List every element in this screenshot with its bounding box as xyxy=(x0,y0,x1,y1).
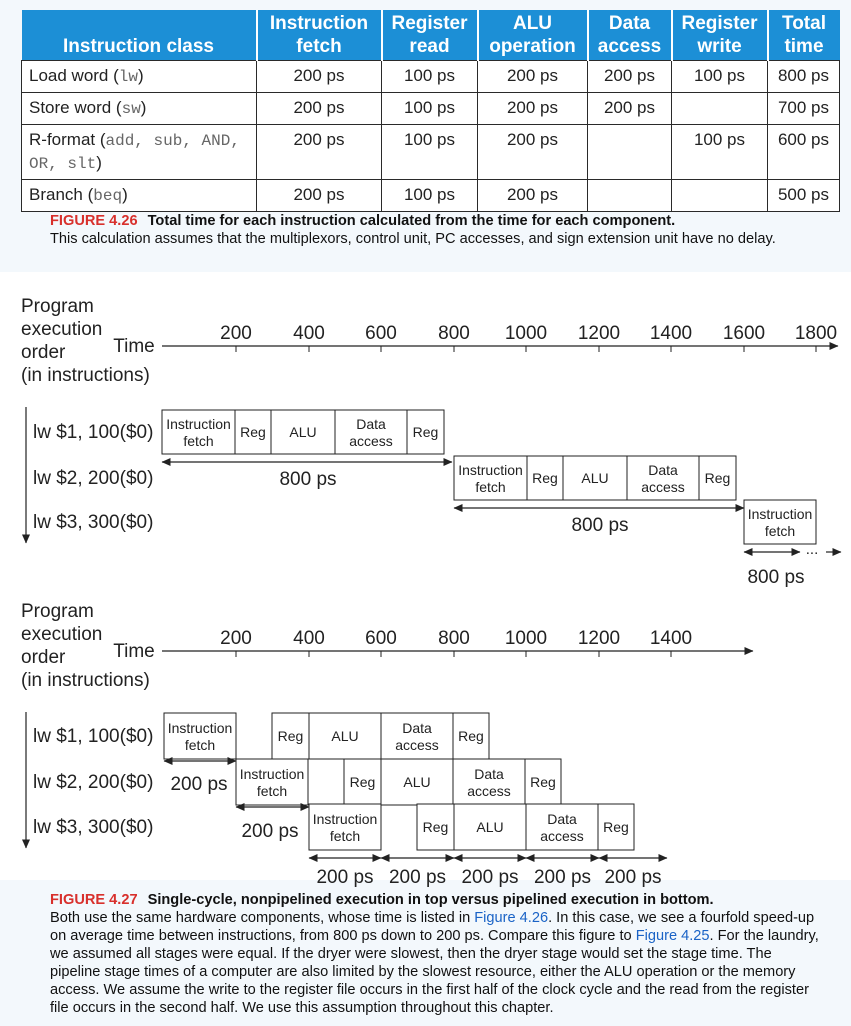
time-cell: 200 ps xyxy=(478,61,588,93)
instruction-label: lw $1, 100($0) xyxy=(33,726,154,747)
figure-title: Total time for each instruction calculated from the time for each component. xyxy=(147,213,676,229)
time-cell: 200 ps xyxy=(588,93,672,125)
program-order-label: execution xyxy=(21,624,103,645)
time-cell: 200 ps xyxy=(478,93,588,125)
duration-label: 800 ps xyxy=(571,515,629,536)
time-tick-label: 1400 xyxy=(649,323,693,344)
stage-data-access-label: access xyxy=(540,828,584,844)
time-cell: 200 ps xyxy=(257,125,382,180)
program-order-label: (in instructions) xyxy=(21,670,150,691)
ellipsis-label: ... xyxy=(805,541,819,558)
class-paren: ) xyxy=(122,185,128,204)
program-order-label: (in instructions) xyxy=(21,365,150,386)
stage-data-access-label: access xyxy=(349,433,393,449)
figure-body: This calculation assumes that the multiplexors, control unit, PC accesses, and sign extension unit have no delay. xyxy=(50,231,776,247)
stage-instruction-fetch-label: Instruction xyxy=(167,720,233,736)
time-cell: 200 ps xyxy=(478,125,588,180)
stage-instruction-fetch-label: fetch xyxy=(329,828,361,844)
stage-data-access-label: Data xyxy=(474,766,504,782)
header-data-access: Data access xyxy=(588,10,672,61)
time-cell: 200 ps xyxy=(588,61,672,93)
time-cell: 100 ps xyxy=(382,93,478,125)
class-name: R-format ( xyxy=(29,130,106,149)
time-cell: 100 ps xyxy=(672,61,768,93)
time-tick-label: 200 xyxy=(220,628,252,649)
time-cell: 500 ps xyxy=(768,180,840,212)
time-tick-label: 600 xyxy=(365,628,397,649)
time-label: Time xyxy=(113,641,155,662)
stage-data-access-label: Data xyxy=(356,416,386,432)
stage-instruction-fetch-label: fetch xyxy=(184,737,216,753)
time-cell: 600 ps xyxy=(768,125,840,180)
time-cell: 100 ps xyxy=(382,61,478,93)
stage-data-access-label: access xyxy=(641,479,685,495)
class-mnemonic: add, sub, AND, OR, slt xyxy=(29,132,240,173)
figure-4-27-caption xyxy=(50,891,820,1017)
time-cell: 200 ps xyxy=(257,180,382,212)
program-order-label: Program xyxy=(21,296,94,317)
program-order-label: order xyxy=(21,342,66,363)
stage-register-write-label: Reg xyxy=(412,424,439,440)
figure-body-c: . For the laundry, we assumed all stages were equal. If the dryer were slowest, then the dryer stage would set the stage time. The pipeline stage times of a computer are also limited by the slowest resource, either the ALU operation or the memory access. We assume the write to the register file occurs in the first half of the clock cycle and the read from the register file occurs in the second half. We use this assumption throughout this chapter. xyxy=(50,928,819,1016)
time-cell: 200 ps xyxy=(257,61,382,93)
stage-instruction-fetch-label: fetch xyxy=(183,433,214,449)
time-cell: 700 ps xyxy=(768,93,840,125)
offset-label: 200 ps xyxy=(170,774,228,795)
stage-data-access-label: access xyxy=(395,737,439,753)
stage-time-label: 200 ps xyxy=(388,867,447,888)
stage-data-access-label: access xyxy=(467,783,511,799)
class-mnemonic: lw xyxy=(118,68,138,86)
stage-data-access-label: Data xyxy=(648,462,678,478)
stage-instruction-fetch-label: Instruction xyxy=(312,811,378,827)
figure-body-b: . In this case, we see a fourfold speed-up on average time between instructions, from 800 ps down to 200 ps. Compare this figure to xyxy=(50,910,815,944)
program-order-label: Program xyxy=(21,601,94,622)
header-instruction-class: Instruction class xyxy=(22,10,257,61)
figure-4-26-link[interactable]: Figure 4.26 xyxy=(474,910,549,926)
stage-register-write-label: Reg xyxy=(603,819,629,835)
time-cell: 100 ps xyxy=(382,125,478,180)
time-cell: 100 ps xyxy=(382,180,478,212)
time-tick-label: 1000 xyxy=(504,323,548,344)
stage-alu-label: ALU xyxy=(476,819,504,835)
stage-data-access-label: Data xyxy=(547,811,577,827)
stage-register-write-label: Reg xyxy=(530,774,556,790)
pipelined-diagram xyxy=(21,601,753,888)
stage-time-label: 200 ps xyxy=(461,867,519,888)
header-register-read: Register read xyxy=(382,10,478,61)
stage-instruction-fetch-label: fetch xyxy=(256,783,288,799)
time-tick-label: 800 xyxy=(438,628,470,649)
time-tick-label: 1400 xyxy=(649,628,693,649)
time-tick-label: 1600 xyxy=(722,323,766,344)
time-tick-label: 400 xyxy=(293,628,325,649)
instruction-label: lw $3, 300($0) xyxy=(33,512,154,533)
time-tick-label: 1200 xyxy=(577,628,621,649)
stage-data-access-label: Data xyxy=(402,720,432,736)
duration-label: 800 ps xyxy=(279,469,337,490)
stage-register-write-label: Reg xyxy=(704,470,731,486)
stage-register-read-label: Reg xyxy=(349,774,376,790)
instruction-label: lw $3, 300($0) xyxy=(33,817,154,838)
stage-instruction-fetch-label: Instruction xyxy=(458,462,523,478)
duration-label: 800 ps xyxy=(747,567,805,588)
stage-register-read-label: Reg xyxy=(532,470,558,486)
stage-alu-label: ALU xyxy=(289,424,317,440)
time-cell: 800 ps xyxy=(768,61,840,93)
stage-instruction-fetch-label: fetch xyxy=(764,523,796,539)
class-paren: ) xyxy=(140,98,147,117)
stage-time-label: 200 ps xyxy=(604,867,662,888)
time-tick-label: 400 xyxy=(293,323,325,344)
header-instruction-fetch: Instruction fetch xyxy=(257,10,382,61)
figure-body-a: Both use the same hardware components, whose time is listed in xyxy=(50,910,475,926)
time-cell: 100 ps xyxy=(672,125,768,180)
class-mnemonic: beq xyxy=(93,187,123,205)
time-tick-label: 1800 xyxy=(794,323,838,344)
class-name: Branch ( xyxy=(29,185,94,204)
stage-register-write-label: Reg xyxy=(458,728,484,744)
nonpipelined-diagram xyxy=(21,296,841,588)
class-paren: ) xyxy=(96,153,102,172)
time-tick-label: 600 xyxy=(365,323,397,344)
stage-instruction-fetch-label: Instruction xyxy=(166,416,231,432)
instruction-label: lw $2, 200($0) xyxy=(33,468,154,489)
stage-instruction-fetch-label: Instruction xyxy=(239,766,305,782)
time-tick-label: 800 xyxy=(438,323,470,344)
stage-alu-label: ALU xyxy=(331,728,359,744)
class-mnemonic: sw xyxy=(121,100,141,118)
program-order-label: order xyxy=(21,647,66,668)
figure-title: Single-cycle, nonpipelined execution in top versus pipelined execution in bottom. xyxy=(147,892,714,908)
figure-label: FIGURE 4.27 xyxy=(50,892,138,908)
instruction-label: lw $1, 100($0) xyxy=(33,422,154,443)
stage-register-read-label: Reg xyxy=(240,424,266,440)
time-label: Time xyxy=(113,336,155,357)
class-name: Load word ( xyxy=(29,66,119,85)
header-alu-operation: ALU operation xyxy=(478,10,588,61)
header-register-write: Register write xyxy=(672,10,768,61)
stage-instruction-fetch-label: Instruction xyxy=(747,506,813,522)
class-name: Store word ( xyxy=(29,98,122,117)
stage-alu-label: ALU xyxy=(581,470,609,486)
time-tick-label: 200 xyxy=(220,323,252,344)
program-order-label: execution xyxy=(21,319,103,340)
time-cell: 200 ps xyxy=(478,180,588,212)
stage-instruction-fetch-label: fetch xyxy=(475,479,506,495)
stage-register-read-label: Reg xyxy=(277,728,304,744)
time-tick-label: 1200 xyxy=(577,323,621,344)
instruction-label: lw $2, 200($0) xyxy=(33,772,154,793)
stage-time-label: 200 ps xyxy=(316,867,374,888)
class-paren: ) xyxy=(137,66,144,85)
time-cell: 200 ps xyxy=(257,93,382,125)
figure-label: FIGURE 4.26 xyxy=(50,213,138,229)
header-total-time: Total time xyxy=(768,10,840,61)
figure-4-25-link[interactable]: Figure 4.25 xyxy=(635,928,710,944)
time-tick-label: 1000 xyxy=(504,628,548,649)
stage-time-label: 200 ps xyxy=(533,867,592,888)
stage-alu-label: ALU xyxy=(403,774,431,790)
stage-register-read-label: Reg xyxy=(422,819,449,835)
offset-label: 200 ps xyxy=(241,821,299,842)
